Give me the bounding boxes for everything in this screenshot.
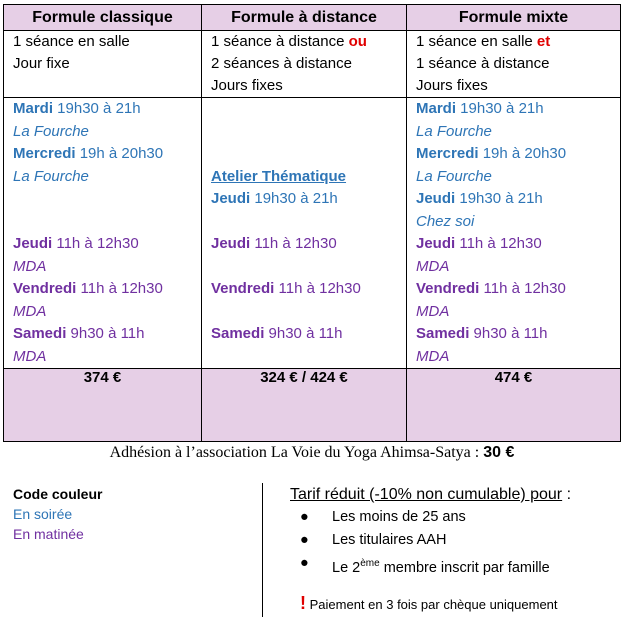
reduced-rate-block xyxy=(290,484,571,580)
line-segment: Mercredi xyxy=(13,145,76,162)
schedule-mixte xyxy=(407,98,621,369)
line-segment: Jeudi xyxy=(13,235,53,252)
line-segment: 1 séance en salle xyxy=(416,33,537,50)
schedule-line xyxy=(407,98,620,121)
schedule-line xyxy=(4,256,201,279)
line-segment: Samedi xyxy=(416,325,470,342)
schedule-line xyxy=(4,346,201,369)
line-segment: MDA xyxy=(13,257,47,275)
line-segment: Atelier Thématique xyxy=(211,167,347,185)
legend-title: Code couleur xyxy=(13,486,103,502)
line-segment: Jeudi xyxy=(416,235,456,252)
legend-evening: En soirée xyxy=(13,506,73,522)
schedule-line xyxy=(4,121,201,144)
schedule-line xyxy=(407,166,620,189)
schedule-line xyxy=(407,323,620,346)
header-distance: Formule à distance xyxy=(202,5,407,31)
line-segment: 11h à 12h30 xyxy=(479,280,566,297)
exclamation-icon: ! xyxy=(300,593,306,613)
reduced-rate-list xyxy=(290,506,571,580)
list-item-pre: Le 2 xyxy=(332,559,361,576)
schedule-line xyxy=(407,278,620,301)
line-segment: 11h à 12h30 xyxy=(274,280,361,297)
schedule-line xyxy=(202,278,406,301)
intro-classique xyxy=(4,31,202,98)
line-segment: ou xyxy=(348,33,367,50)
line-segment: La Fourche xyxy=(13,122,89,140)
schedule-distance xyxy=(202,98,407,369)
list-item-text: Les moins de 25 ans xyxy=(332,509,466,525)
reduced-rate-title: Tarif réduit (-10% non cumulable) pour xyxy=(290,486,563,503)
schedule-line xyxy=(407,121,620,144)
list-item xyxy=(290,552,571,580)
schedule-line xyxy=(202,233,406,256)
line-segment: Samedi xyxy=(211,325,265,342)
schedule-line xyxy=(4,233,201,256)
adhesion-value: 30 € xyxy=(483,444,515,461)
price-row xyxy=(4,369,621,442)
schedule-line xyxy=(407,211,620,234)
schedule-line xyxy=(407,233,620,256)
line-segment: Jeudi xyxy=(211,190,251,207)
schedule-row xyxy=(4,98,621,369)
divider xyxy=(262,483,263,617)
line-segment: La Fourche xyxy=(416,122,492,140)
line-segment: La Fourche xyxy=(13,167,89,185)
schedule-line xyxy=(4,278,201,301)
blank-line xyxy=(4,211,201,234)
line-segment: 19h30 à 21h xyxy=(250,190,338,207)
schedule-line xyxy=(407,188,620,211)
line-segment: Jeudi xyxy=(211,235,251,252)
schedule-line xyxy=(4,98,201,121)
schedule-line xyxy=(4,301,201,324)
line-segment: 1 séance à distance xyxy=(211,33,349,50)
schedule-line xyxy=(202,323,406,346)
intro-row xyxy=(4,31,621,98)
line-segment: 11h à 12h30 xyxy=(52,235,139,252)
line-segment: 1 séance en salle xyxy=(13,33,130,50)
blank-line xyxy=(202,121,406,144)
reduced-rate-colon: : xyxy=(562,486,572,503)
line-segment: 19h30 à 21h xyxy=(53,100,141,117)
list-item-text: Les titulaires AAH xyxy=(332,532,447,548)
payment-text: Paiement en 3 fois par chèque uniquement xyxy=(309,597,558,612)
line-segment: Jours fixes xyxy=(416,77,488,94)
schedule-line xyxy=(202,166,406,189)
line-segment: MDA xyxy=(13,302,47,320)
list-item-post: membre inscrit par famille xyxy=(379,559,550,576)
intro-line xyxy=(202,75,406,97)
blank-line xyxy=(202,211,406,234)
intro-line xyxy=(407,75,620,97)
price-mixte: 474 € xyxy=(407,369,621,442)
line-segment: Samedi xyxy=(13,325,67,342)
line-segment: 19h30 à 21h xyxy=(456,100,544,117)
blank-line xyxy=(202,346,406,369)
line-segment: Vendredi xyxy=(211,280,275,297)
line-segment: MDA xyxy=(416,257,450,275)
intro-line xyxy=(407,31,620,53)
adhesion-label: Adhésion à l’association La Voie du Yoga Ahimsa-Satya : xyxy=(109,444,484,461)
line-segment: 19h30 à 21h xyxy=(455,190,543,207)
header-classique: Formule classique xyxy=(4,5,202,31)
line-segment: Jours fixes xyxy=(211,77,283,94)
line-segment: Vendredi xyxy=(416,280,480,297)
line-segment: et xyxy=(536,33,551,50)
line-segment: Mercredi xyxy=(416,145,479,162)
line-segment: 19h à 20h30 xyxy=(75,145,164,162)
schedule-line xyxy=(202,188,406,211)
intro-line xyxy=(4,53,201,75)
intro-line xyxy=(4,31,201,53)
line-segment: 9h30 à 11h xyxy=(469,325,548,342)
schedule-line xyxy=(407,346,620,369)
list-item xyxy=(290,529,571,552)
blank-line xyxy=(4,188,201,211)
schedule-line xyxy=(407,256,620,279)
price-classique: 374 € xyxy=(4,369,202,442)
adhesion-line xyxy=(0,444,624,462)
line-segment: MDA xyxy=(13,347,47,365)
bullet-icon: ● xyxy=(300,532,309,548)
line-segment: Mardi xyxy=(416,100,457,117)
line-segment: 11h à 12h30 xyxy=(455,235,542,252)
bullet-icon: ● xyxy=(300,555,309,571)
intro-mixte xyxy=(407,31,621,98)
line-segment: 11h à 12h30 xyxy=(76,280,163,297)
intro-line xyxy=(202,53,406,75)
line-segment: MDA xyxy=(416,302,450,320)
list-item xyxy=(290,506,571,529)
line-segment: MDA xyxy=(416,347,450,365)
line-segment: 1 séance à distance xyxy=(416,55,550,72)
blank-line xyxy=(202,143,406,166)
blank-line xyxy=(202,301,406,324)
line-segment: 9h30 à 11h xyxy=(66,325,145,342)
schedule-line xyxy=(4,143,201,166)
line-segment: 2 séances à distance xyxy=(211,55,352,72)
blank-line xyxy=(202,98,406,121)
reduced-rate-title-line xyxy=(290,484,571,506)
payment-note xyxy=(300,593,558,614)
line-segment: Chez soi xyxy=(416,212,475,230)
intro-distance xyxy=(202,31,407,98)
schedule-line xyxy=(4,323,201,346)
line-segment: Jour fixe xyxy=(13,55,70,72)
schedule-classique xyxy=(4,98,202,369)
formula-table xyxy=(3,4,621,442)
schedule-line xyxy=(407,301,620,324)
blank-line xyxy=(202,256,406,279)
header-mixte: Formule mixte xyxy=(407,5,621,31)
line-segment: Mardi xyxy=(13,100,54,117)
schedule-line xyxy=(4,166,201,189)
list-item-sup: ème xyxy=(360,558,380,569)
intro-line xyxy=(202,31,406,53)
schedule-line xyxy=(407,143,620,166)
header-row xyxy=(4,5,621,31)
line-segment: 11h à 12h30 xyxy=(250,235,337,252)
price-distance: 324 € / 424 € xyxy=(202,369,407,442)
intro-line xyxy=(407,53,620,75)
line-segment: La Fourche xyxy=(416,167,492,185)
color-legend xyxy=(13,484,102,544)
line-segment: Jeudi xyxy=(416,190,456,207)
legend-morning: En matinée xyxy=(13,526,84,542)
line-segment: Vendredi xyxy=(13,280,77,297)
bullet-icon: ● xyxy=(300,509,309,525)
line-segment: 19h à 20h30 xyxy=(478,145,567,162)
line-segment: 9h30 à 11h xyxy=(264,325,343,342)
